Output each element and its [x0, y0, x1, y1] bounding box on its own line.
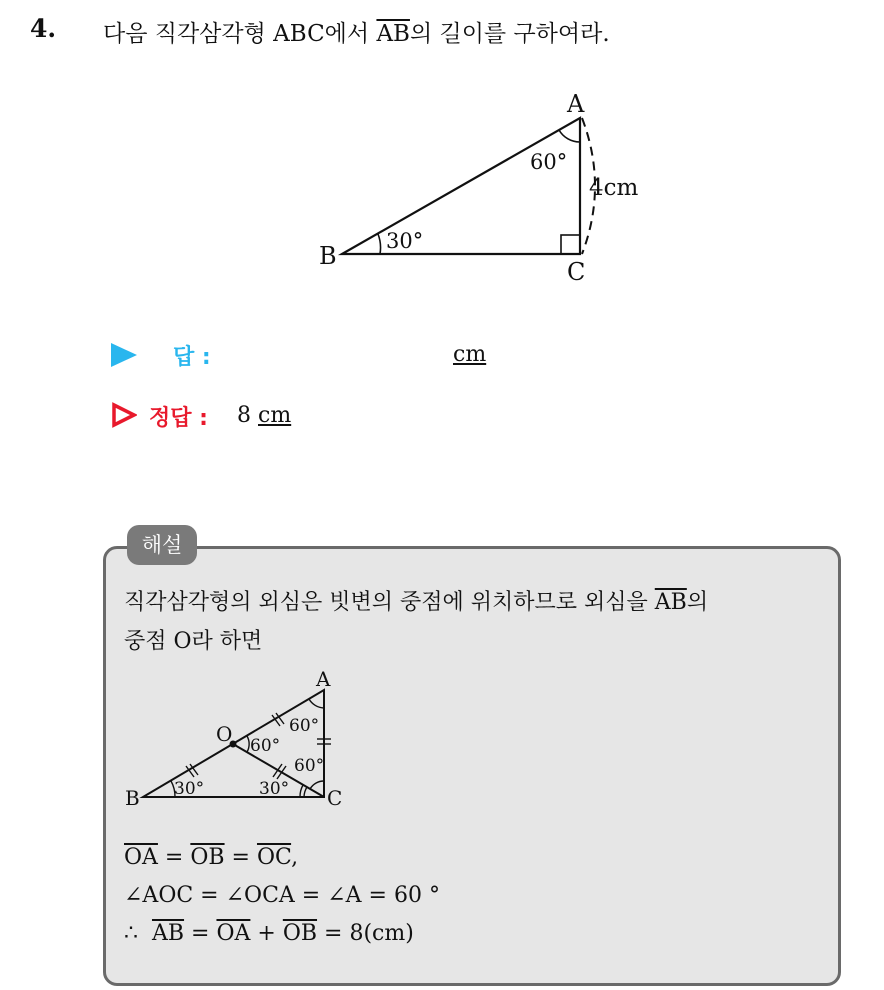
solution-segment-ab: $\overline{AB}$ — [654, 590, 687, 615]
eq3-result: = 8(cm) — [317, 921, 414, 946]
vertex-a: A — [567, 90, 585, 118]
vertex-a-2: A — [316, 667, 331, 691]
vertex-c-2: C — [327, 786, 343, 810]
equation-3 — [124, 921, 414, 946]
vertex-c: C — [567, 258, 586, 286]
correct-arrow-icon — [111, 402, 137, 428]
answer-label: 답 : — [173, 345, 211, 370]
solution-line-1 — [124, 585, 708, 616]
angle-oca-label: 60° — [294, 756, 325, 776]
vertex-b-2: B — [125, 786, 140, 810]
angle-arc-b — [378, 234, 381, 254]
eq1-oa: $\overline{OA}$ — [124, 845, 158, 870]
solution-line-2: 중점 O라 하면 — [124, 629, 263, 654]
correct-label: 정답 : — [149, 406, 208, 431]
eq1-end: , — [291, 845, 299, 870]
question-text-after: 의 길이를 구하여라. — [409, 21, 610, 47]
solution-figure — [100, 660, 400, 820]
triangle-abc — [342, 118, 580, 254]
eq1-ob: $\overline{OB}$ — [190, 845, 225, 870]
eq1-oc: $\overline{OC}$ — [256, 845, 292, 870]
angle-ocb-label: 30° — [259, 779, 290, 799]
angle-arc-o — [247, 736, 249, 752]
right-angle-mark — [561, 235, 580, 254]
eq3-ob: $\overline{OB}$ — [282, 921, 318, 946]
eq3-op2: + — [250, 921, 283, 946]
angle-arc-ocb-outer — [300, 785, 303, 797]
answer-arrow-icon — [111, 343, 137, 367]
angle-oac-label: 60° — [289, 716, 320, 736]
angle-b-label-2: 30° — [174, 779, 205, 799]
answer-unit: cm — [453, 342, 487, 367]
eq3-oa: $\overline{OA}$ — [216, 921, 251, 946]
solution-line-1-before: 직각삼각형의 외심은 빗변의 중점에 위치하므로 외심을 — [124, 590, 655, 615]
solution-tag: 해설 — [127, 525, 197, 565]
eq1-op1: = — [157, 845, 191, 870]
equation-2: ∠AOC = ∠OCA = ∠A = 60 ° — [124, 883, 440, 908]
eq3-op1: = — [184, 921, 217, 946]
triangle-figure — [0, 0, 884, 300]
angle-b-label: 30° — [386, 229, 424, 253]
question-text-before: 다음 직각삼각형 ABC에서 — [103, 21, 377, 47]
angle-arc-a-2 — [309, 699, 324, 708]
question-number: 4. — [30, 14, 57, 43]
angle-a-label: 60° — [530, 150, 568, 174]
angle-arc-a — [559, 130, 580, 142]
solution-line-1-after: 의 — [686, 590, 709, 615]
vertex-o: O — [216, 722, 233, 746]
angle-aoc-label: 60° — [250, 736, 281, 756]
eq3-ab: $\overline{AB}$ — [151, 921, 185, 946]
correct-answer — [237, 403, 291, 428]
eq3-therefore: ∴ — [124, 921, 152, 946]
eq1-op2: = — [224, 845, 257, 870]
side-ac-label: 4cm — [589, 175, 639, 201]
angle-arc-ocb-inner — [304, 787, 307, 797]
angle-arc-oca — [310, 781, 324, 789]
vertex-b: B — [319, 242, 337, 270]
correct-unit: cm — [258, 403, 292, 428]
correct-value: 8 — [237, 403, 251, 428]
equation-1 — [124, 845, 298, 870]
segment-ab: $\overline{AB}$ — [376, 21, 410, 47]
